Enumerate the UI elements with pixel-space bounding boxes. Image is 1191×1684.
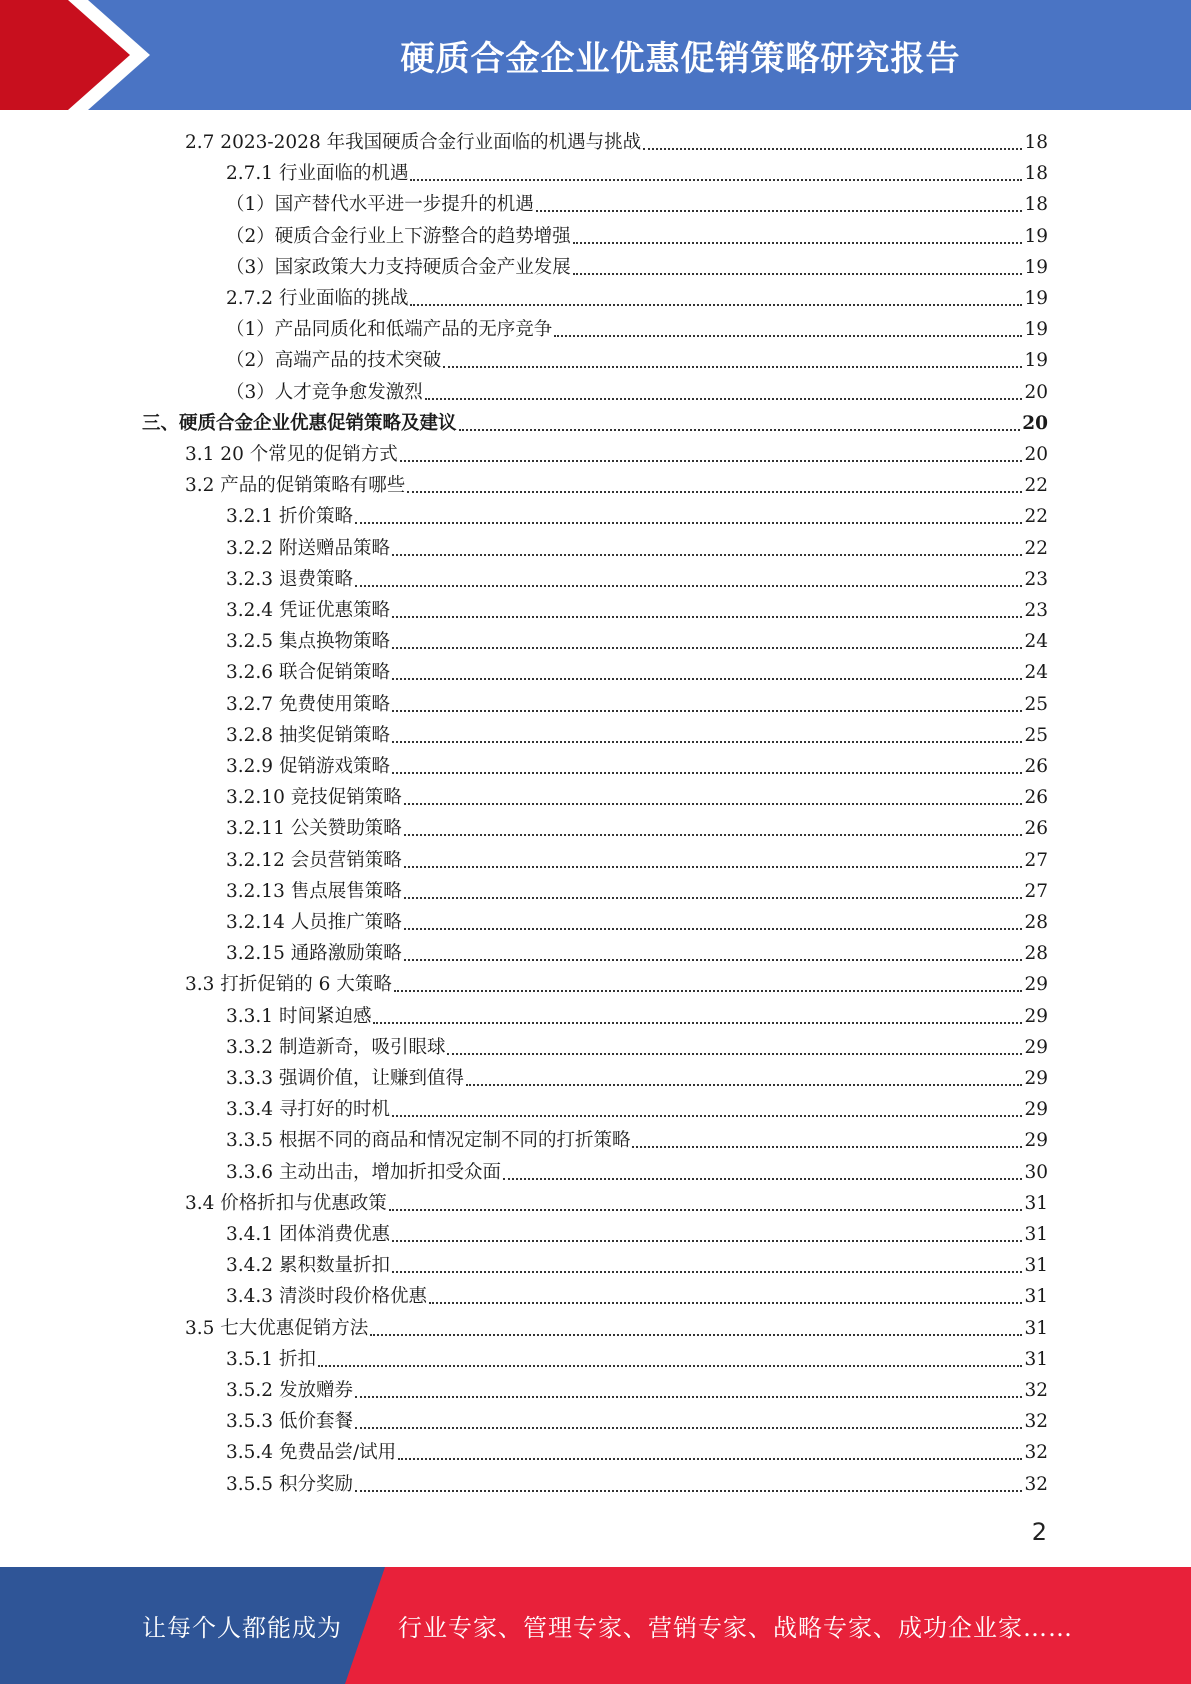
toc-entry-page: 23 [1024,568,1048,590]
toc-dot-leader [632,1125,1022,1156]
page-title: 硬质合金企业优惠促销策略研究报告 [400,38,961,79]
toc-entry-label: 3.5.2 发放赠券 [226,1380,353,1401]
toc-dot-leader [389,1188,1023,1219]
toc-entry-label: 3.2.13 售点展售策略 [226,880,402,902]
toc-entry[interactable] [226,1469,1048,1500]
toc-dot-leader [573,252,1023,283]
toc-dot-leader [355,501,1023,532]
page-header [0,0,1191,110]
toc-dot-leader [407,470,1022,501]
toc-entry-page: 29 [1024,1068,1048,1089]
toc-dot-leader [410,158,1022,189]
toc-entry-page: 28 [1024,912,1048,933]
toc-dot-leader [404,938,1023,969]
toc-entry-page: 22 [1024,537,1048,559]
toc-dot-leader [459,408,1021,439]
toc-entry-label: 3.4.2 累积数量折扣 [226,1255,390,1277]
toc-entry-page: 19 [1024,225,1048,247]
toc-entry-page: 22 [1024,506,1048,528]
header-chevron-logo [0,0,160,110]
toc-entry-page: 20 [1022,412,1048,434]
toc-entry[interactable] [226,1406,1048,1437]
toc-entry-label: 3.2.6 联合促销策略 [226,662,390,684]
toc-entry-page: 18 [1024,194,1048,216]
toc-entry[interactable] [226,345,1048,376]
toc-entry[interactable] [185,969,1048,1000]
toc-entry-page: 27 [1024,849,1048,871]
toc-entry[interactable] [185,127,1048,158]
toc-entry[interactable] [226,189,1048,220]
toc-dot-leader [404,907,1023,938]
toc-entry[interactable] [226,720,1048,751]
toc-dot-leader [392,657,1022,688]
toc-entry-label: 3.2.5 集点换物策略 [226,631,390,653]
toc-entry[interactable] [226,377,1048,408]
toc-entry-label: 3.3.4 寻打好的时机 [226,1099,390,1121]
toc-entry-label: 3.3 打折促销的 6 大策略 [185,974,392,996]
toc-entry[interactable] [226,1250,1048,1281]
toc-dot-leader [404,813,1023,844]
footer-slogan-right: 行业专家、管理专家、营销专家、战略专家、成功企业家…… [398,1614,1073,1642]
toc-dot-leader [318,1344,1023,1375]
toc-entry[interactable] [226,626,1048,657]
toc-entry-label: 3.3.6 主动出击，增加折扣受众面 [226,1161,501,1183]
toc-entry-label: 2.7.1 行业面临的机遇 [226,163,409,185]
toc-dot-leader [355,1406,1023,1437]
toc-entry-label: 2.7 2023-2028 年我国硬质合金行业面临的机遇与挑战 [185,132,642,153]
toc-dot-leader [410,283,1022,314]
toc-entry-label: 3.5 七大优惠促销方法 [185,1317,369,1339]
toc-entry-label: 3.4.3 清淡时段价格优惠 [226,1286,427,1308]
toc-entry[interactable] [226,252,1048,283]
toc-entry-page: 20 [1024,444,1048,465]
toc-entry-label: 3.3.2 制造新奇，吸引眼球 [226,1036,446,1058]
toc-entry-page: 31 [1024,1255,1048,1277]
toc-dot-leader [392,1094,1022,1125]
toc-entry-label: 3.2.9 促销游戏策略 [226,756,390,777]
toc-entry-page: 23 [1024,600,1048,621]
footer-slogan-left: 让每个人都能成为 [142,1614,342,1642]
toc-dot-leader [443,345,1022,376]
toc-entry-label: 三、硬质合金企业优惠促销策略及建议 [142,412,457,434]
toc-entry[interactable] [226,533,1048,564]
toc-dot-leader [429,1281,1022,1312]
toc-entry-label: 3.3.3 强调价值，让赚到值得 [226,1068,464,1089]
toc-dot-leader [355,1469,1023,1500]
toc-entry-label: 3.2 产品的促销策略有哪些 [185,475,406,497]
toc-dot-leader [447,1032,1022,1063]
toc-dot-leader [392,751,1022,782]
toc-entry-page: 29 [1024,1099,1048,1121]
toc-entry[interactable] [226,314,1048,345]
toc-dot-leader [392,533,1022,564]
toc-entry-page: 18 [1024,132,1048,153]
toc-entry[interactable] [226,1001,1048,1032]
toc-entry-page: 30 [1024,1161,1048,1183]
toc-entry[interactable] [226,1094,1048,1125]
page-number: 2 [1031,1518,1047,1546]
toc-dot-leader [355,1375,1023,1406]
toc-entry-label: （2）高端产品的技术突破 [226,350,442,372]
toc-entry-page: 25 [1024,693,1048,715]
toc-entry[interactable] [226,158,1048,189]
toc-entry[interactable] [226,1032,1048,1063]
toc-entry[interactable] [226,689,1048,720]
toc-entry[interactable] [226,813,1048,844]
toc-entry-page: 32 [1024,1473,1048,1495]
toc-entry-page: 29 [1024,1130,1048,1152]
toc-entry-label: 3.2.12 会员营销策略 [226,849,402,871]
toc-entry[interactable] [142,408,1048,439]
toc-entry-page: 29 [1024,1036,1048,1058]
toc-entry-page: 32 [1024,1411,1048,1433]
toc-entry-label: 3.1 20 个常见的促销方式 [185,444,398,465]
toc-dot-leader [425,377,1023,408]
toc-entry[interactable] [226,751,1048,782]
toc-dot-leader [536,189,1023,220]
toc-dot-leader [392,689,1022,720]
toc-entry[interactable] [185,439,1048,470]
toc-dot-leader [370,1313,1022,1344]
toc-entry-label: （1）国产替代水平进一步提升的机遇 [226,194,534,216]
toc-entry-page: 26 [1024,756,1048,777]
toc-entry-label: 3.2.3 退费策略 [226,568,353,590]
toc-entry-page: 20 [1024,381,1048,403]
toc-entry[interactable] [226,782,1048,813]
toc-dot-leader [373,1001,1022,1032]
toc-entry[interactable] [226,501,1048,532]
toc-entry-page: 31 [1024,1317,1048,1339]
toc-entry-page: 18 [1024,163,1048,185]
toc-entry-page: 31 [1024,1192,1048,1214]
toc-dot-leader [392,1219,1022,1250]
toc-dot-leader [355,564,1023,595]
toc-entry-label: （3）人才竞争愈发激烈 [226,381,423,403]
toc-entry-label: 3.5.1 折扣 [226,1348,316,1370]
toc-entry[interactable] [226,845,1048,876]
toc-entry[interactable] [226,1281,1048,1312]
toc-entry-page: 26 [1024,818,1048,840]
toc-entry[interactable] [226,938,1048,969]
toc-entry[interactable] [226,1437,1048,1468]
toc-dot-leader [392,595,1022,626]
toc-dot-leader [573,221,1023,252]
toc-entry-label: 2.7.2 行业面临的挑战 [226,288,409,309]
toc-dot-leader [643,127,1022,158]
toc-entry-label: （1）产品同质化和低端产品的无序竞争 [226,319,553,341]
toc-entry-page: 32 [1024,1380,1048,1401]
toc-entry-page: 28 [1024,943,1048,965]
toc-dot-leader [503,1157,1022,1188]
toc-entry-page: 19 [1024,350,1048,372]
toc-entry-page: 26 [1024,787,1048,809]
toc-entry-label: （2）硬质合金行业上下游整合的趋势增强 [226,225,571,247]
toc-entry-page: 29 [1024,1005,1048,1027]
toc-entry-page: 22 [1024,475,1048,497]
toc-entry[interactable] [226,221,1048,252]
toc-entry-label: 3.4 价格折扣与优惠政策 [185,1192,387,1214]
toc-entry-label: 3.3.1 时间紧迫感 [226,1005,372,1027]
toc-entry-page: 31 [1024,1348,1048,1370]
toc-entry-page: 31 [1024,1286,1048,1308]
toc-entry[interactable] [226,564,1048,595]
toc-entry[interactable] [226,876,1048,907]
toc-entry[interactable] [226,1125,1048,1156]
toc-entry-page: 25 [1024,724,1048,746]
toc-entry-page: 24 [1024,631,1048,653]
toc-entry-page: 19 [1024,288,1048,309]
toc-entry-label: 3.2.1 折价策略 [226,506,353,528]
toc-entry-label: 3.2.14 人员推广策略 [226,912,402,933]
toc-entry-page: 24 [1024,662,1048,684]
toc-entry[interactable] [185,1188,1048,1219]
toc-entry[interactable] [226,595,1048,626]
toc-entry[interactable] [226,1063,1048,1094]
toc-entry[interactable] [226,1344,1048,1375]
toc-entry[interactable] [226,283,1048,314]
toc-entry[interactable] [185,470,1048,501]
toc-entry-label: 3.2.10 竞技促销策略 [226,787,402,809]
toc-entry-label: （3）国家政策大力支持硬质合金产业发展 [226,256,571,278]
toc-entry-page: 19 [1024,256,1048,278]
toc-entry-label: 3.2.4 凭证优惠策略 [226,600,390,621]
toc-entry-page: 19 [1024,319,1048,341]
toc-dot-leader [404,782,1023,813]
toc-entry[interactable] [226,1375,1048,1406]
toc-entry-label: 3.4.1 团体消费优惠 [226,1224,390,1245]
toc-entry-label: 3.3.5 根据不同的商品和情况定制不同的打折策略 [226,1130,631,1152]
toc-entry-page: 27 [1024,880,1048,902]
toc-entry-page: 31 [1024,1224,1048,1245]
toc-entry[interactable] [226,657,1048,688]
toc-dot-leader [554,314,1022,345]
toc-entry-label: 3.2.15 通路激励策略 [226,943,402,965]
toc-dot-leader [400,439,1023,470]
toc-entry-page: 32 [1024,1442,1048,1464]
toc-entry-label: 3.2.7 免费使用策略 [226,693,390,715]
toc-entry[interactable] [185,1313,1048,1344]
toc-dot-leader [466,1063,1022,1094]
toc-dot-leader [404,876,1023,907]
toc-entry[interactable] [226,907,1048,938]
toc-entry-label: 3.2.11 公关赞助策略 [226,818,402,840]
toc-dot-leader [392,626,1022,657]
page-footer [0,1567,1191,1684]
toc-entry-label: 3.5.5 积分奖励 [226,1473,353,1495]
toc-entry-label: 3.5.3 低价套餐 [226,1411,353,1433]
toc-entry[interactable] [226,1219,1048,1250]
toc-dot-leader [392,720,1022,751]
toc-entry-label: 3.2.8 抽奖促销策略 [226,724,390,746]
toc-dot-leader [398,1437,1022,1468]
toc-entry[interactable] [226,1157,1048,1188]
toc-entry-label: 3.5.4 免费品尝/试用 [226,1442,397,1464]
toc-dot-leader [404,845,1023,876]
toc-dot-leader [394,969,1023,1000]
toc-dot-leader [392,1250,1022,1281]
toc-entry-label: 3.2.2 附送赠品策略 [226,537,390,559]
toc-entry-page: 29 [1024,974,1048,996]
